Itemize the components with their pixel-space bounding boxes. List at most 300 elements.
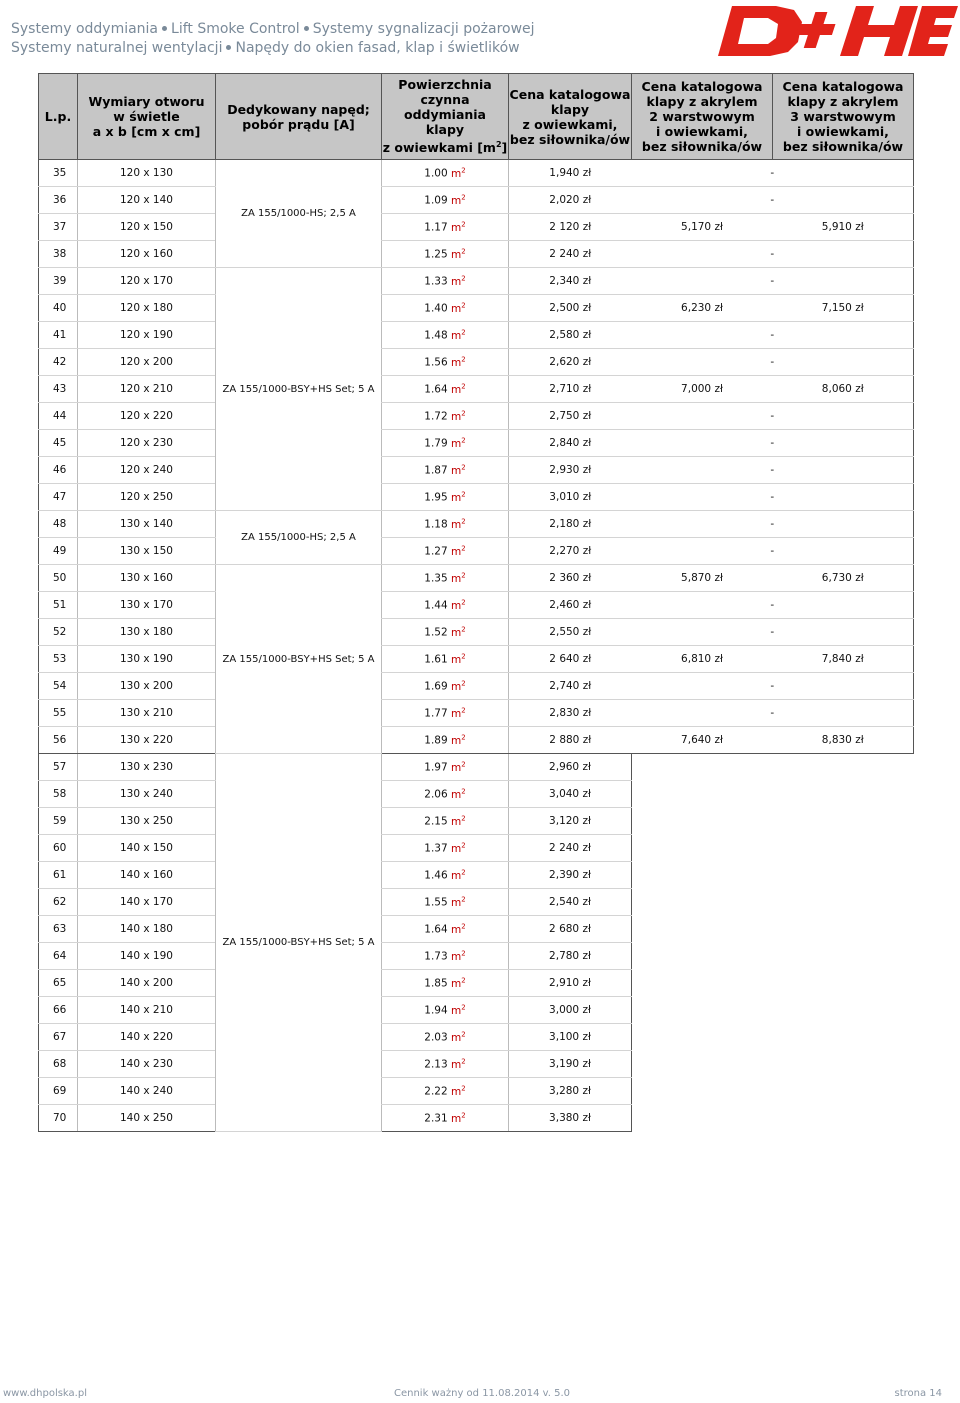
- cell-price-1: 3,120 zł: [509, 808, 632, 835]
- cell-price-1: 2,840 zł: [509, 430, 632, 457]
- empty-cell: [632, 781, 914, 808]
- cell-lp: 53: [39, 646, 78, 673]
- cell-drive: ZA 155/1000-BSY+HS Set; 5 A: [216, 754, 382, 1132]
- area-unit: $m^2$: [451, 922, 466, 936]
- area-value: 2.13: [424, 1058, 448, 1071]
- cell-lp: 41: [39, 322, 78, 349]
- area-value: 1.85: [424, 977, 448, 990]
- cell-size: 130 x 200: [78, 673, 216, 700]
- cell-price-1: 2,750 zł: [509, 403, 632, 430]
- table-row: [39, 646, 914, 673]
- cell-price-1: 2,910 zł: [509, 970, 632, 997]
- area-unit: $m^2$: [451, 328, 466, 342]
- cell-price-2: -: [632, 700, 914, 727]
- cell-lp: 62: [39, 889, 78, 916]
- cell-lp: 46: [39, 457, 78, 484]
- area-value: 1.00: [424, 167, 448, 180]
- cell-price-1: 2 880 zł: [509, 727, 632, 754]
- table-row: [39, 1078, 914, 1105]
- footer-validity: Cennik ważny od 11.08.2014 v. 5.0: [394, 1388, 571, 1399]
- table-row: [39, 1105, 914, 1132]
- cell-area: [382, 862, 509, 889]
- area-unit: $m^2$: [451, 193, 466, 207]
- area-value: 1.09: [424, 194, 448, 207]
- table-row: [39, 970, 914, 997]
- cell-lp: 56: [39, 727, 78, 754]
- area-unit: $m^2$: [451, 463, 466, 477]
- cell-area: [382, 187, 509, 214]
- cell-lp: 59: [39, 808, 78, 835]
- cell-lp: 35: [39, 160, 78, 187]
- empty-cell: [632, 970, 914, 997]
- cell-lp: 69: [39, 1078, 78, 1105]
- header-price-3: Cena katalogowa klapy z akrylem 3 warstwowym i owiewkami, bez siłownika/ów: [773, 74, 914, 160]
- cell-price-1: 2,710 zł: [509, 376, 632, 403]
- cell-price-2: -: [632, 160, 914, 187]
- empty-cell: [632, 997, 914, 1024]
- cell-price-1: 2,740 zł: [509, 673, 632, 700]
- cell-area: [382, 808, 509, 835]
- cell-price-1: 2,340 zł: [509, 268, 632, 295]
- cell-area: [382, 673, 509, 700]
- cell-lp: 40: [39, 295, 78, 322]
- table-row: [39, 565, 914, 592]
- cell-size: 130 x 190: [78, 646, 216, 673]
- table-row: [39, 1051, 914, 1078]
- area-value: 1.69: [424, 680, 448, 693]
- cell-price-1: 2 680 zł: [509, 916, 632, 943]
- area-value: 1.48: [424, 329, 448, 342]
- cell-area: [382, 565, 509, 592]
- header-price-2: Cena katalogowa klapy z akrylem 2 warstwowym i owiewkami, bez siłownika/ów: [632, 74, 773, 160]
- area-unit: $m^2$: [451, 652, 466, 666]
- table-row: [39, 592, 914, 619]
- area-value: 1.97: [424, 761, 448, 774]
- table-row: [39, 727, 914, 754]
- area-unit: $m^2$: [451, 679, 466, 693]
- cell-lp: 55: [39, 700, 78, 727]
- cell-size: 140 x 220: [78, 1024, 216, 1051]
- table-row: [39, 1024, 914, 1051]
- area-unit: $m^2$: [451, 355, 466, 369]
- cell-lp: 68: [39, 1051, 78, 1078]
- cell-lp: 60: [39, 835, 78, 862]
- cell-area: [382, 781, 509, 808]
- area-unit: $m^2$: [451, 301, 466, 315]
- table-row: [39, 295, 914, 322]
- cell-area: [382, 835, 509, 862]
- cell-area: [382, 349, 509, 376]
- empty-cell: [632, 862, 914, 889]
- cell-price-1: 2,550 zł: [509, 619, 632, 646]
- cell-lp: 54: [39, 673, 78, 700]
- area-value: 2.15: [424, 815, 448, 828]
- area-unit: $m^2$: [451, 436, 466, 450]
- cell-size: 120 x 250: [78, 484, 216, 511]
- cell-lp: 45: [39, 430, 78, 457]
- cell-price-1: 2,020 zł: [509, 187, 632, 214]
- area-value: 1.77: [424, 707, 448, 720]
- area-value: 1.25: [424, 248, 448, 261]
- area-value: 1.37: [424, 842, 448, 855]
- cell-price-1: 3,190 zł: [509, 1051, 632, 1078]
- cell-price-3: 6,730 zł: [773, 565, 914, 592]
- header-item: Systemy oddymiania: [11, 21, 159, 37]
- cell-price-2: -: [632, 538, 914, 565]
- area-value: 2.31: [424, 1112, 448, 1125]
- cell-price-1: 2,620 zł: [509, 349, 632, 376]
- header-item: Systemy sygnalizacji pożarowej: [312, 21, 535, 37]
- cell-lp: 43: [39, 376, 78, 403]
- area-value: 1.44: [424, 599, 448, 612]
- cell-price-1: 2,930 zł: [509, 457, 632, 484]
- cell-area: [382, 403, 509, 430]
- cell-lp: 58: [39, 781, 78, 808]
- area-unit: $m^2$: [451, 841, 466, 855]
- cell-area: [382, 295, 509, 322]
- cell-size: 120 x 190: [78, 322, 216, 349]
- table-row: [39, 349, 914, 376]
- area-value: 1.89: [424, 734, 448, 747]
- cell-price-2: -: [632, 592, 914, 619]
- area-unit: $m^2$: [451, 706, 466, 720]
- table-row: [39, 619, 914, 646]
- cell-lp: 39: [39, 268, 78, 295]
- table-row: [39, 808, 914, 835]
- cell-area: [382, 538, 509, 565]
- header-item: Napędy do okien fasad, klap i świetlików: [235, 40, 520, 56]
- area-unit: $m^2$: [451, 949, 466, 963]
- cell-price-1: 2,460 zł: [509, 592, 632, 619]
- table-row: [39, 781, 914, 808]
- cell-size: 130 x 170: [78, 592, 216, 619]
- table-row: [39, 916, 914, 943]
- cell-price-1: 2,390 zł: [509, 862, 632, 889]
- cell-area: [382, 376, 509, 403]
- cell-lp: 48: [39, 511, 78, 538]
- cell-area: [382, 457, 509, 484]
- cell-area: [382, 889, 509, 916]
- cell-price-1: 2,540 zł: [509, 889, 632, 916]
- cell-price-2: 5,170 zł: [632, 214, 773, 241]
- table-row: [39, 376, 914, 403]
- cell-price-1: 2 240 zł: [509, 241, 632, 268]
- area-unit: $m^2$: [451, 1003, 466, 1017]
- header-area: Powierzchnia czynna oddymiania klapy z owiewkami $[m^2]$: [382, 74, 509, 160]
- cell-lp: 64: [39, 943, 78, 970]
- cell-area: [382, 160, 509, 187]
- empty-cell: [632, 916, 914, 943]
- cell-price-1: 3,100 zł: [509, 1024, 632, 1051]
- cell-drive: ZA 155/1000-HS; 2,5 A: [216, 511, 382, 565]
- cell-size: 120 x 200: [78, 349, 216, 376]
- cell-price-1: 2,270 zł: [509, 538, 632, 565]
- cell-price-1: 3,040 zł: [509, 781, 632, 808]
- table-row: [39, 160, 914, 187]
- cell-price-2: -: [632, 619, 914, 646]
- cell-size: 120 x 160: [78, 241, 216, 268]
- cell-lp: 61: [39, 862, 78, 889]
- cell-price-2: -: [632, 241, 914, 268]
- area-value: 1.87: [424, 464, 448, 477]
- cell-area: [382, 970, 509, 997]
- cell-size: 140 x 210: [78, 997, 216, 1024]
- cell-price-1: 2,780 zł: [509, 943, 632, 970]
- table-row: [39, 700, 914, 727]
- area-unit: $m^2$: [451, 517, 466, 531]
- cell-price-2: -: [632, 268, 914, 295]
- cell-price-3: 5,910 zł: [773, 214, 914, 241]
- area-value: 2.06: [424, 788, 448, 801]
- dh-logo: [718, 4, 958, 58]
- cell-lp: 52: [39, 619, 78, 646]
- cell-price-3: 7,840 zł: [773, 646, 914, 673]
- cell-size: 140 x 250: [78, 1105, 216, 1132]
- cell-area: [382, 700, 509, 727]
- cell-area: [382, 754, 509, 781]
- area-value: 1.94: [424, 1004, 448, 1017]
- empty-cell: [632, 754, 914, 781]
- area-unit: $m^2$: [451, 166, 466, 180]
- table-row: [39, 889, 914, 916]
- header-lp: L.p.: [39, 74, 78, 160]
- cell-size: 130 x 150: [78, 538, 216, 565]
- cell-price-2: -: [632, 430, 914, 457]
- header-line-1: [11, 20, 535, 39]
- cell-price-1: 2 360 zł: [509, 565, 632, 592]
- cell-price-2: -: [632, 484, 914, 511]
- cell-size: 130 x 240: [78, 781, 216, 808]
- cell-lp: 51: [39, 592, 78, 619]
- cell-price-1: 2 120 zł: [509, 214, 632, 241]
- area-unit: $m^2$: [451, 787, 466, 801]
- cell-area: [382, 916, 509, 943]
- area-value: 1.73: [424, 950, 448, 963]
- area-unit: $m^2$: [451, 814, 466, 828]
- cell-area: [382, 1078, 509, 1105]
- cell-area: [382, 997, 509, 1024]
- cell-price-1: 2 240 zł: [509, 835, 632, 862]
- area-value: 1.17: [424, 221, 448, 234]
- area-value: 1.35: [424, 572, 448, 585]
- area-unit: $m^2$: [451, 382, 466, 396]
- area-value: 1.18: [424, 518, 448, 531]
- cell-size: 120 x 240: [78, 457, 216, 484]
- empty-cell: [632, 1024, 914, 1051]
- empty-cell: [632, 1105, 914, 1132]
- area-value: 1.55: [424, 896, 448, 909]
- cell-size: 130 x 140: [78, 511, 216, 538]
- header-drive: Dedykowany napęd; pobór prądu [A]: [216, 74, 382, 160]
- cell-size: 120 x 220: [78, 403, 216, 430]
- table-row: [39, 673, 914, 700]
- area-unit: $m^2$: [451, 1084, 466, 1098]
- cell-size: 140 x 170: [78, 889, 216, 916]
- cell-price-2: 5,870 zł: [632, 565, 773, 592]
- table-row: [39, 997, 914, 1024]
- cell-price-2: -: [632, 349, 914, 376]
- cell-area: [382, 619, 509, 646]
- area-unit: $m^2$: [451, 625, 466, 639]
- cell-size: 140 x 160: [78, 862, 216, 889]
- area-value: 1.40: [424, 302, 448, 315]
- cell-size: 130 x 230: [78, 754, 216, 781]
- cell-size: 130 x 220: [78, 727, 216, 754]
- area-unit: $m^2$: [451, 544, 466, 558]
- cell-lp: 42: [39, 349, 78, 376]
- table-row: [39, 268, 914, 295]
- header-size: Wymiary otworu w świetle a x b [cm x cm]: [78, 74, 216, 160]
- table-row: [39, 187, 914, 214]
- area-value: 1.64: [424, 923, 448, 936]
- area-value: 1.61: [424, 653, 448, 666]
- cell-area: [382, 511, 509, 538]
- area-value: 1.27: [424, 545, 448, 558]
- cell-size: 140 x 150: [78, 835, 216, 862]
- bullet-icon: [226, 45, 231, 50]
- cell-size: 120 x 180: [78, 295, 216, 322]
- area-unit: $m^2$: [451, 1030, 466, 1044]
- cell-area: [382, 268, 509, 295]
- cell-lp: 38: [39, 241, 78, 268]
- cell-lp: 50: [39, 565, 78, 592]
- cell-price-1: 3,010 zł: [509, 484, 632, 511]
- cell-price-3: 8,830 zł: [773, 727, 914, 754]
- cell-size: 130 x 160: [78, 565, 216, 592]
- cell-area: [382, 727, 509, 754]
- area-unit: $m^2$: [451, 274, 466, 288]
- table-row: [39, 835, 914, 862]
- area-value: 1.64: [424, 383, 448, 396]
- cell-lp: 57: [39, 754, 78, 781]
- cell-size: 120 x 140: [78, 187, 216, 214]
- cell-price-1: 2,830 zł: [509, 700, 632, 727]
- cell-price-2: 6,810 zł: [632, 646, 773, 673]
- area-unit: $m^2$: [451, 1057, 466, 1071]
- cell-size: 130 x 180: [78, 619, 216, 646]
- cell-size: 130 x 210: [78, 700, 216, 727]
- cell-area: [382, 592, 509, 619]
- cell-price-3: 7,150 zł: [773, 295, 914, 322]
- area-value: 1.46: [424, 869, 448, 882]
- empty-cell: [632, 889, 914, 916]
- cell-lp: 49: [39, 538, 78, 565]
- cell-drive: ZA 155/1000-BSY+HS Set; 5 A: [216, 268, 382, 511]
- cell-area: [382, 1024, 509, 1051]
- empty-cell: [632, 835, 914, 862]
- table-row: [39, 862, 914, 889]
- cell-drive: ZA 155/1000-HS; 2,5 A: [216, 160, 382, 268]
- header-item: Systemy naturalnej wentylacji: [11, 40, 223, 56]
- table-body: [39, 160, 914, 1132]
- cell-price-3: 8,060 zł: [773, 376, 914, 403]
- table-row: [39, 943, 914, 970]
- bullet-icon: [162, 26, 167, 31]
- cell-price-1: 2,960 zł: [509, 754, 632, 781]
- table-row: [39, 403, 914, 430]
- bullet-icon: [304, 26, 309, 31]
- area-value: 1.79: [424, 437, 448, 450]
- cell-area: [382, 1105, 509, 1132]
- cell-lp: 44: [39, 403, 78, 430]
- area-value: 1.33: [424, 275, 448, 288]
- cell-size: 140 x 180: [78, 916, 216, 943]
- table-row: [39, 511, 914, 538]
- footer-website: www.dhpolska.pl: [3, 1388, 87, 1399]
- cell-price-1: 2,180 zł: [509, 511, 632, 538]
- cell-price-1: 2 640 zł: [509, 646, 632, 673]
- page-header: [11, 20, 535, 58]
- area-unit: $m^2$: [451, 1111, 466, 1125]
- area-unit: $m^2$: [451, 868, 466, 882]
- empty-cell: [632, 1078, 914, 1105]
- area-value: 1.56: [424, 356, 448, 369]
- header-item: Lift Smoke Control: [171, 21, 300, 37]
- table-row: [39, 322, 914, 349]
- area-unit: $m^2$: [451, 733, 466, 747]
- empty-cell: [632, 1051, 914, 1078]
- cell-area: [382, 484, 509, 511]
- cell-size: 140 x 200: [78, 970, 216, 997]
- table-row: [39, 241, 914, 268]
- cell-price-2: 6,230 zł: [632, 295, 773, 322]
- cell-size: 140 x 190: [78, 943, 216, 970]
- area-unit: $m^2$: [451, 760, 466, 774]
- header-price-1: Cena katalogowa klapy z owiewkami, bez siłownika/ów: [509, 74, 632, 160]
- empty-cell: [632, 808, 914, 835]
- cell-size: 140 x 230: [78, 1051, 216, 1078]
- area-value: 1.95: [424, 491, 448, 504]
- cell-lp: 70: [39, 1105, 78, 1132]
- cell-area: [382, 214, 509, 241]
- table-row: [39, 538, 914, 565]
- cell-lp: 37: [39, 214, 78, 241]
- table-row: [39, 214, 914, 241]
- cell-drive: ZA 155/1000-BSY+HS Set; 5 A: [216, 565, 382, 754]
- table-row: [39, 754, 914, 781]
- area-unit: $m^2$: [451, 409, 466, 423]
- cell-area: [382, 322, 509, 349]
- area-unit: $m^2$: [451, 598, 466, 612]
- cell-area: [382, 646, 509, 673]
- cell-price-1: 3,380 zł: [509, 1105, 632, 1132]
- cell-area: [382, 943, 509, 970]
- cell-lp: 63: [39, 916, 78, 943]
- price-table: [38, 73, 914, 1132]
- area-unit: $m^2$: [451, 976, 466, 990]
- cell-price-1: 3,280 zł: [509, 1078, 632, 1105]
- area-unit: $m^2$: [451, 571, 466, 585]
- cell-lp: 47: [39, 484, 78, 511]
- cell-area: [382, 241, 509, 268]
- table-header-row: [39, 74, 914, 160]
- table-row: [39, 430, 914, 457]
- empty-cell: [632, 943, 914, 970]
- cell-price-2: -: [632, 187, 914, 214]
- footer-page-number: strona 14: [894, 1388, 942, 1399]
- area-value: 2.03: [424, 1031, 448, 1044]
- area-value: 2.22: [424, 1085, 448, 1098]
- cell-size: 120 x 230: [78, 430, 216, 457]
- header-line-2: [11, 39, 535, 58]
- cell-price-2: -: [632, 322, 914, 349]
- cell-price-2: -: [632, 457, 914, 484]
- cell-size: 130 x 250: [78, 808, 216, 835]
- cell-area: [382, 430, 509, 457]
- cell-price-2: -: [632, 511, 914, 538]
- cell-price-1: 1,940 zł: [509, 160, 632, 187]
- cell-size: 120 x 170: [78, 268, 216, 295]
